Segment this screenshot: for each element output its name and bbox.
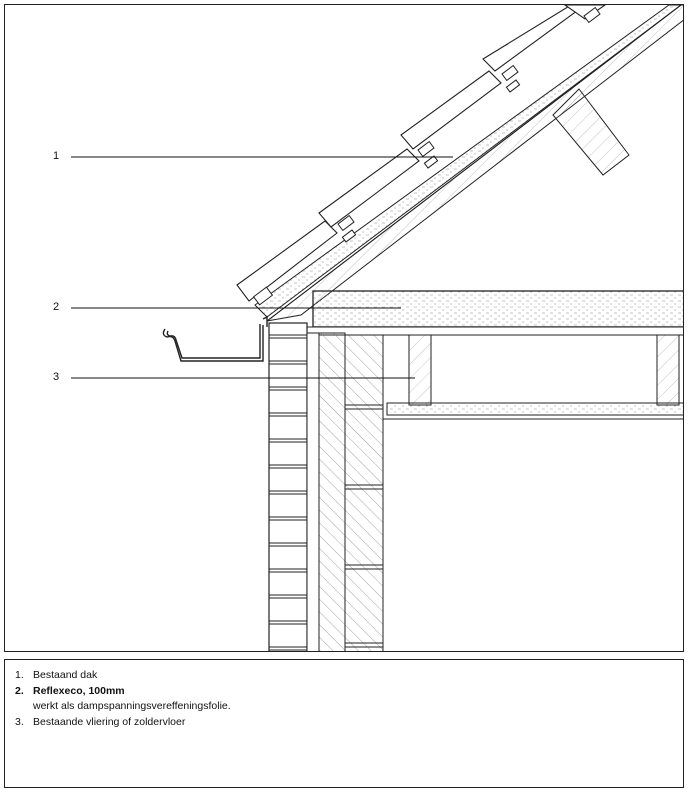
legend-item [15,684,673,700]
legend-number: 1. [15,669,24,681]
callout-2: 2 [53,301,60,313]
callout-3: 3 [53,371,60,383]
roof-rafter [267,5,684,321]
legend-label: Bestaand dak [33,669,98,681]
legend-sublabel: werkt als dampspanningsvereffeningsfolie. [33,700,231,712]
wall-cavity [307,333,319,652]
floor-joists [409,335,679,405]
callout-1: 1 [53,150,60,162]
legend-number: 2. [15,684,24,697]
ceiling-plate [305,327,684,335]
drawing-frame [4,4,684,652]
legend-item [15,715,673,731]
legend-number: 3. [15,715,24,728]
legend-item [15,668,673,684]
outer-brick-wall [269,323,307,652]
legend-label: Bestaande vliering of zoldervloer [33,715,186,728]
roof-eave-section-drawing [5,5,684,652]
inner-wall [319,333,383,652]
reflexeco-insulation [313,291,684,327]
ceiling-board [383,403,684,419]
rain-gutter [163,317,267,361]
legend-label: Reflexeco, 100mm [33,684,125,697]
legend-box [4,659,684,788]
